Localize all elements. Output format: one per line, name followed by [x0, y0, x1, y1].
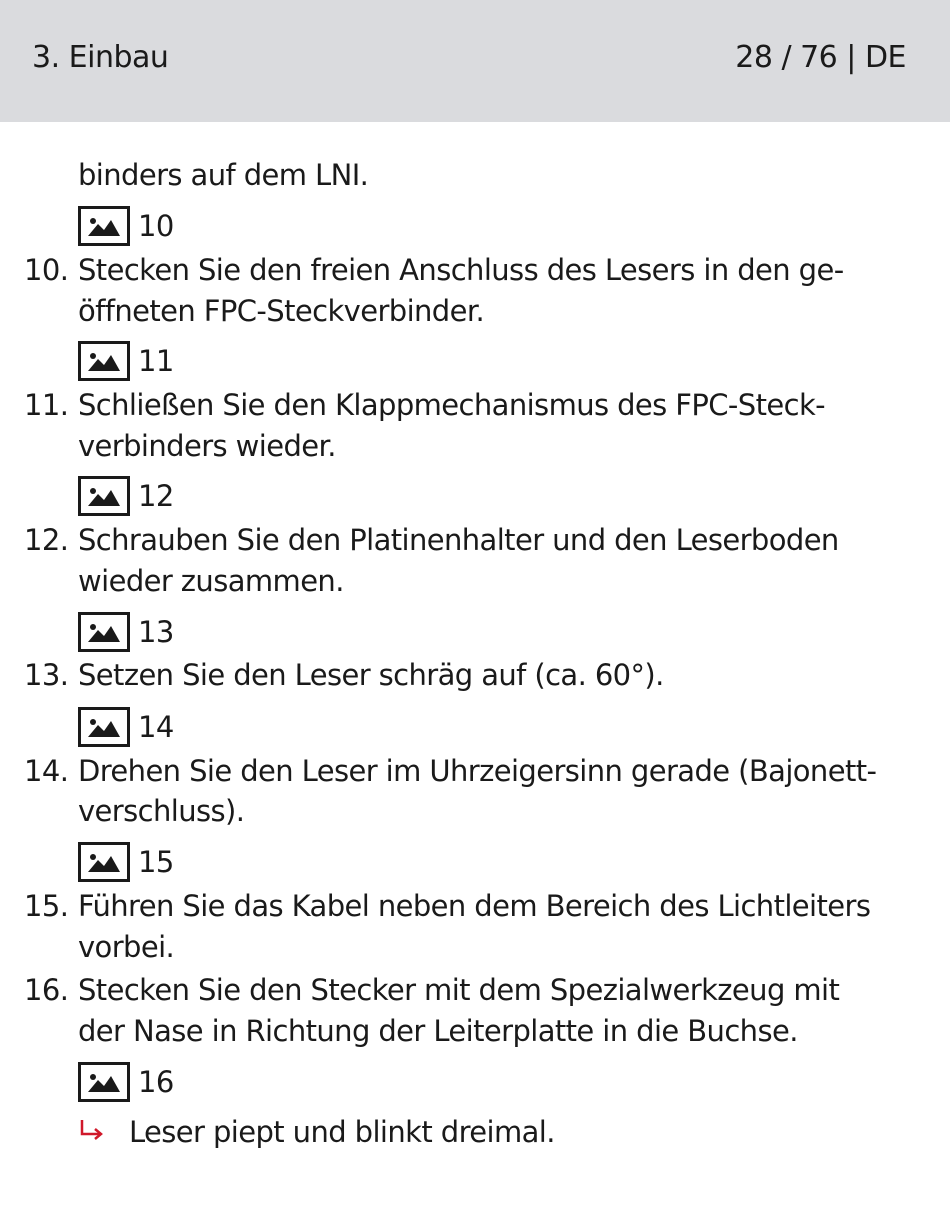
step-text: Führen Sie das Kabel neben dem Bereich des Lichtleiters [78, 889, 871, 923]
figure-number: 15 [138, 845, 174, 879]
figure-reference[interactable] [78, 476, 174, 516]
step-text: Schrauben Sie den Platinenhalter und den Leserboden [78, 523, 839, 557]
image-placeholder-icon [78, 1062, 130, 1102]
figure-number: 12 [138, 479, 174, 513]
step-text: verschluss). [78, 794, 245, 828]
page-indicator: 28 / 76 | DE [735, 40, 906, 75]
image-placeholder-icon [78, 612, 130, 652]
image-placeholder-icon [78, 707, 130, 747]
step-number: 16. [24, 973, 69, 1007]
image-placeholder-icon [78, 842, 130, 882]
image-placeholder-icon [78, 476, 130, 516]
chapter-title: 3. Einbau [32, 40, 169, 75]
figure-reference[interactable] [78, 842, 174, 882]
step-text: vorbei. [78, 930, 175, 964]
result-arrow-icon [78, 1112, 108, 1152]
image-placeholder-icon [78, 206, 130, 246]
step-number: 15. [24, 889, 69, 923]
figure-number: 13 [138, 615, 174, 649]
step-number: 14. [24, 754, 69, 788]
figure-reference[interactable] [78, 206, 174, 246]
step-text: Drehen Sie den Leser im Uhrzeigersinn gerade (Bajonett- [78, 754, 877, 788]
figure-number: 10 [138, 209, 174, 243]
figure-reference[interactable] [78, 341, 174, 381]
step-text: verbinders wieder. [78, 429, 336, 463]
image-placeholder-icon [78, 341, 130, 381]
step-number: 10. [24, 253, 69, 287]
figure-number: 11 [138, 344, 174, 378]
figure-reference[interactable] [78, 612, 174, 652]
step-number: 13. [24, 658, 69, 692]
step-number: 12. [24, 523, 69, 557]
step-text: Stecken Sie den freien Anschluss des Lesers in den ge- [78, 253, 844, 287]
step-text: wieder zusammen. [78, 564, 344, 598]
result-text: Leser piept und blinkt dreimal. [129, 1115, 555, 1149]
figure-number: 16 [138, 1065, 174, 1099]
step-text: der Nase in Richtung der Leiterplatte in die Buchse. [78, 1014, 798, 1048]
lead-text: binders auf dem LNI. [78, 158, 369, 192]
step-text: öffneten FPC-Steckverbinder. [78, 294, 485, 328]
figure-reference[interactable] [78, 1062, 174, 1102]
step-text: Setzen Sie den Leser schräg auf (ca. 60°). [78, 658, 664, 692]
figure-number: 14 [138, 710, 174, 744]
step-number: 11. [24, 388, 69, 422]
page-header [0, 0, 950, 122]
figure-reference[interactable] [78, 707, 174, 747]
step-text: Stecken Sie den Stecker mit dem Spezialwerkzeug mit [78, 973, 840, 1007]
step-text: Schließen Sie den Klappmechanismus des FPC-Steck- [78, 388, 826, 422]
